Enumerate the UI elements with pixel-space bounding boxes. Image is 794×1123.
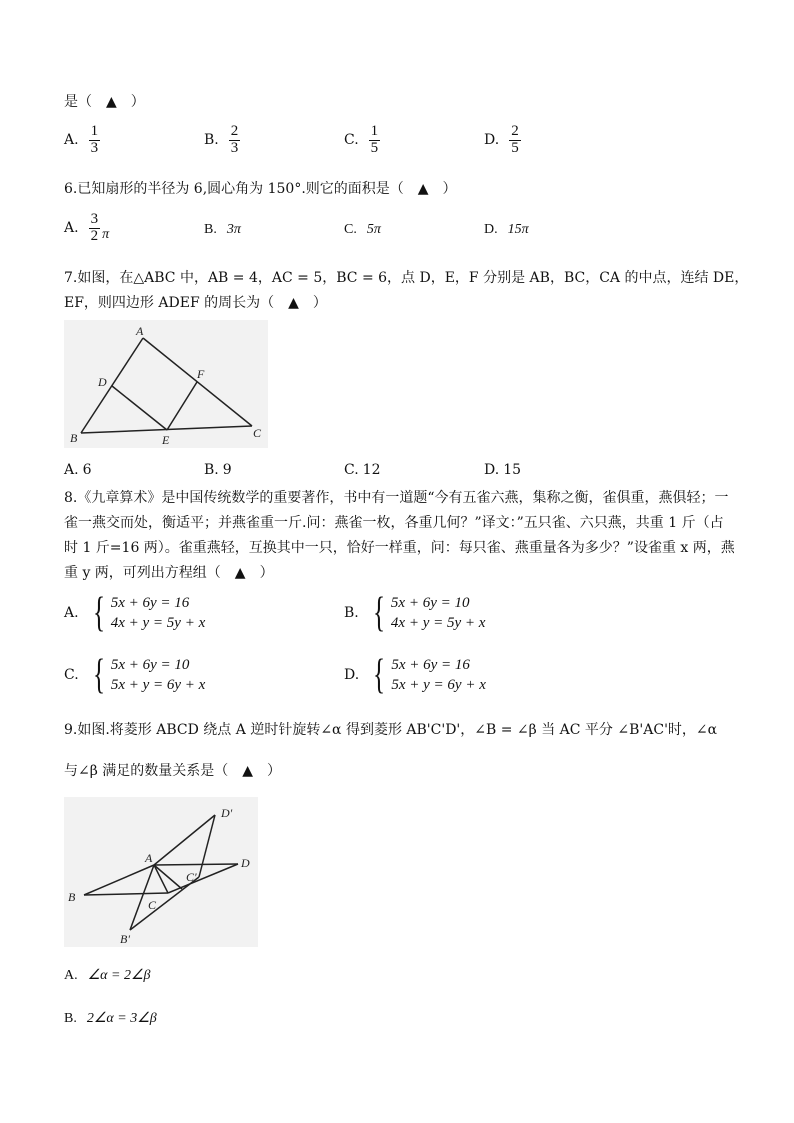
option-letter: A. [64, 462, 79, 478]
q7-option-a[interactable] [64, 462, 91, 478]
q5-option-a[interactable] [64, 124, 100, 157]
option-value: 9 [222, 462, 232, 478]
option-letter: B. [344, 605, 359, 621]
vertex-label-d: D [241, 856, 250, 870]
q6-option-b[interactable] [204, 222, 241, 238]
option-value: 2∠α = 3∠β [86, 1011, 157, 1026]
q8-option-c[interactable] [64, 654, 205, 696]
vertex-label-c: C [148, 898, 157, 912]
vertex-label-b-prime: B' [120, 932, 130, 946]
q9-rhombus-figure [64, 797, 258, 947]
q7-option-b[interactable] [204, 462, 232, 478]
q7-triangle-figure [64, 320, 268, 448]
option-letter: B. [204, 462, 219, 478]
option-value: 15 [503, 462, 522, 478]
option-letter: D. [484, 222, 498, 237]
q6-option-c[interactable] [344, 222, 381, 238]
q8-stem-line4: 重 y 两，可列出方程组（ ▲ ） [64, 565, 274, 581]
option-letter: C. [64, 667, 79, 683]
vertex-label-c: C [253, 426, 262, 440]
option-letter: B. [204, 132, 219, 149]
vertex-label-e: E [162, 433, 170, 447]
option-value: ∠α = 2∠β [87, 968, 151, 983]
q8-stem-line2: 雀一燕交而处，衡适平；并燕雀重一斤.问：燕雀一枚，各重几何？”译文：”五只雀、六只燕，共重 1 斤（占 [64, 515, 724, 531]
q9-option-a[interactable] [64, 967, 151, 984]
vertex-label-b: B [70, 431, 78, 445]
q8-stem-line1: 8.《九章算术》是中国传统数学的重要著作，书中有一道题“今有五雀六燕，集称之衡，雀俱重，燕俱轻；一 [64, 490, 729, 506]
option-letter: A. [64, 132, 79, 149]
q5-option-b[interactable] [204, 124, 240, 157]
q7-option-c[interactable] [344, 462, 381, 478]
option-letter: A. [64, 967, 78, 983]
option-value: 15π [507, 222, 529, 237]
equation-system: { 5x + 6y = 10 5x + y = 6y + x [92, 652, 206, 698]
option-letter: A. [64, 605, 79, 621]
fraction: $\frac{1}{5}$ [370, 123, 379, 156]
option-letter: C. [344, 462, 359, 478]
option-letter: B. [204, 222, 217, 237]
q9-stem-line2: 与∠β 满足的数量关系是（ ▲ ） [64, 763, 282, 779]
vertex-label-d: D [98, 375, 107, 389]
vertex-label-a: A [136, 324, 144, 338]
option-value: 5π [366, 222, 381, 237]
option-letter: D. [484, 132, 500, 149]
q5-option-d[interactable] [484, 124, 521, 157]
q6-option-d[interactable] [484, 222, 529, 238]
q8-option-b[interactable] [344, 592, 485, 634]
q6-stem: 6.已知扇形的半径为 6,圆心角为 150°.则它的面积是（ ▲ ） [64, 181, 457, 197]
option-letter: A. [64, 220, 79, 237]
vertex-label-d-prime: D' [221, 806, 233, 820]
q7-stem-line1: 7.如图，在△ABC 中，AB = 4，AC = 5，BC = 6，点 D，E，F 分别是 AB，BC，CA 的中点，连结 DE， [64, 270, 749, 286]
fraction: $\frac{2}{5}$ [511, 123, 519, 156]
option-letter: D. [344, 667, 360, 683]
vertex-label-a: A [145, 851, 153, 865]
option-value: 3π [226, 222, 241, 237]
q8-stem-line3: 时 1 斤=16 两）。雀重燕轻，互换其中一只，恰好一样重，问：每只雀、燕重量各为多少？”设雀重 x 两，燕 [64, 540, 735, 556]
option-letter: C. [344, 222, 357, 237]
equation-system: { 5x + 6y = 10 4x + y = 5y + x [372, 590, 486, 636]
option-letter: B. [64, 1010, 77, 1026]
option-letter: C. [344, 132, 359, 149]
vertex-label-b: B [68, 890, 76, 904]
q5-option-c[interactable] [344, 124, 380, 157]
fraction: $\frac{3}{2}$ [90, 211, 99, 244]
vertex-label-c-prime: C' [186, 870, 197, 884]
q9-option-b[interactable] [64, 1010, 157, 1027]
option-value: 6 [82, 462, 92, 478]
q5-stem-tail: 是（ ▲ ） [64, 94, 145, 110]
equation-system: { 5x + 6y = 16 4x + y = 5y + x [92, 590, 206, 636]
vertex-label-f: F [197, 367, 205, 381]
q7-stem-line2: EF，则四边形 ADEF 的周长为（ ▲ ） [64, 295, 327, 311]
q8-option-d[interactable] [344, 654, 486, 696]
q8-option-a[interactable] [64, 592, 205, 634]
option-letter: D. [484, 462, 500, 478]
fraction: $\frac{1}{3}$ [90, 123, 99, 156]
fraction: $\frac{2}{3}$ [230, 123, 239, 156]
equation-system: { 5x + 6y = 16 5x + y = 6y + x [373, 652, 486, 698]
option-value: 12 [362, 462, 381, 478]
q6-option-a[interactable] [64, 212, 109, 245]
q7-option-d[interactable] [484, 462, 521, 478]
pi-symbol: π [102, 227, 110, 243]
q9-stem-line1: 9.如图.将菱形 ABCD 绕点 A 逆时针旋转∠α 得到菱形 AB'C'D'，∠B = ∠β 当 AC 平分 ∠B'AC'时，∠α [64, 722, 718, 738]
